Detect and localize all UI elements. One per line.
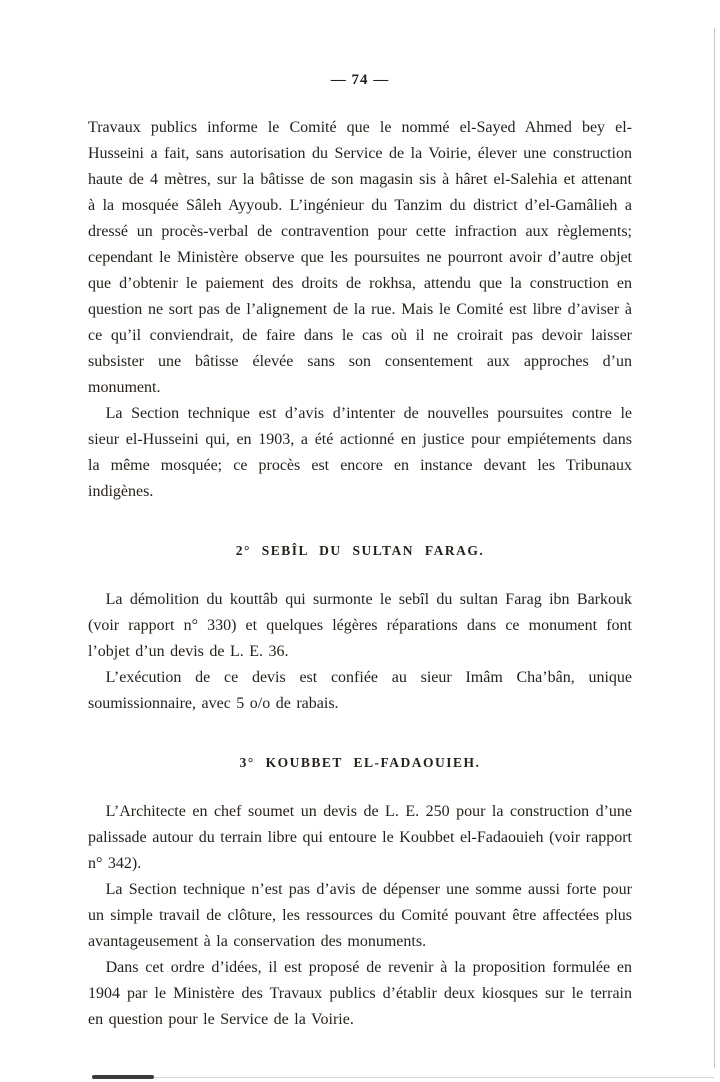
paragraph-travaux-publics: Travaux publics informe le Comité que le nommé el-Sayed Ahmed bey el-Husseini a fait, sans autorisation du Service de la Voirie, élever une construction haute de 4 mètres, sur la bâtisse de son magasin sis à hâret el-Salehia et attenant à la mosquée Sâleh Ayyoub. L’ingénieur du Tanzim du district d’el-Gamâlieh a dressé un procès-verbal de contravention pour cette infraction aux règlements; cependant le Ministère observe que les poursuites ne pourront avoir d’autre objet que d’obtenir le paiement des droits de rokhsa, attendu que la construction en question ne sort pas de l’alignement de la rue. Mais le Comité est libre d’aviser à ce qu’il conviendrait, de faire dans le cas où il ne croirait pas devoir laisser subsister une bâtisse élevée sans son consentement aux approches d’un monument. [88, 119, 632, 396]
scan-edge-line-bottom [92, 1077, 714, 1078]
paragraph-section-technique-poursuites: La Section technique est d’avis d’intenter de nouvelles poursuites contre le sieur el-Husseini qui, en 1903, a été actionné en justice pour empiétements dans la même mosquée; ce procès est encore en instance devant les Tribunaux indigènes. [88, 405, 632, 500]
scan-edge-line-right [714, 28, 715, 1068]
paragraph-demolition-kouttab: La démolition du kouttâb qui surmonte le sebîl du sultan Farag ibn Barkouk (voir rapport n° 330) et quelques légères réparations dans ce monument font l’objet d’un devis de L. E. 36. [88, 591, 632, 660]
section-heading-koubbet-el-fadaouieh: 3° KOUBBET EL-FADAOUIEH. [239, 755, 481, 770]
page-number: — 74 — [330, 72, 390, 88]
paragraph-proposition-kiosques: Dans cet ordre d’idées, il est proposé de revenir à la proposition formulée en 1904 par le Ministère des Travaux publics d’établir deux kiosques sur le terrain en question pour le Service de la Voirie. [88, 959, 632, 1028]
paragraph-execution-devis: L’exécution de ce devis est confiée au sieur Imâm Cha’bân, unique soumissionnaire, avec 5 o/o de rabais. [88, 669, 632, 712]
paragraph-architecte-devis-palissade: L’Architecte en chef soumet un devis de L. E. 250 pour la construction d’une palissade autour du terrain libre qui entoure le Koubbet el-Fadaouieh (voir rapport n° 342). [88, 803, 632, 872]
section-heading-sebil-sultan-farag: 2° SEBÎL DU SULTAN FARAG. [235, 543, 485, 558]
scan-artifact-bottom-left [92, 1075, 154, 1079]
paragraph-section-technique-cloture: La Section technique n’est pas d’avis de dépenser une somme aussi forte pour un simple travail de clôture, les ressources du Comité pouvant être affectées plus avantageusement à la conservation des monuments. [88, 881, 632, 950]
